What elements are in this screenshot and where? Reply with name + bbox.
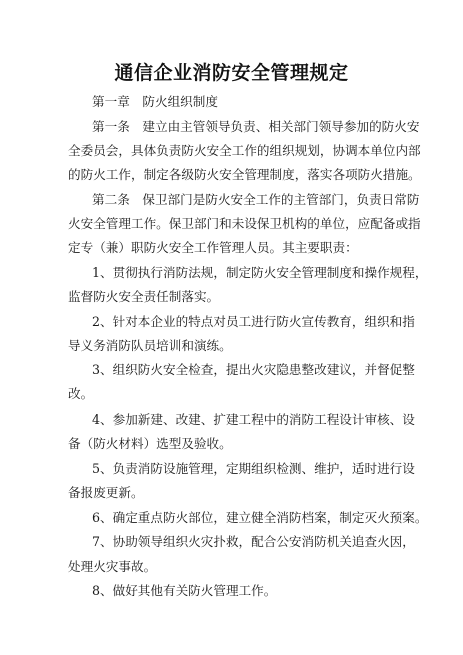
list-item-line: 3、组织防火安全检查，提出火灾隐患整改建议，并督促整 bbox=[92, 362, 415, 377]
list-item-line: 8、做好其他有关防火管理工作。 bbox=[92, 583, 277, 598]
chapter-heading: 第一章 防火组织制度 bbox=[92, 94, 218, 109]
list-item-line: 1、贯彻执行消防法规，制定防火安全管理制度和操作规程， bbox=[92, 265, 428, 280]
paragraph-line: 定专（兼）职防火安全工作管理人员。其主要职责： bbox=[68, 240, 358, 255]
list-item-line: 2、针对本企业的特点对员工进行防火宣传教育，组织和指 bbox=[92, 314, 415, 329]
list-item-line: 处理火灾事故。 bbox=[68, 559, 157, 574]
paragraph-line: 火安全管理工作。保卫部门和未设保卫机构的单位，应配备或指 bbox=[68, 216, 421, 231]
list-item-line: 改。 bbox=[68, 386, 94, 401]
list-item-line: 监督防火安全责任制落实。 bbox=[68, 289, 220, 304]
document-title: 通信企业消防安全管理规定 bbox=[114, 62, 349, 84]
paragraph-line: 第一条 建立由主管领导负责、相关部门领导参加的防火安 bbox=[92, 119, 420, 134]
list-item-line: 导义务消防队员培训和演练。 bbox=[68, 338, 232, 353]
list-item-line: 7、协助领导组织火灾扑救，配合公安消防机关追查火因， bbox=[92, 534, 415, 549]
paragraph-line: 全委员会，具体负责防火安全工作的组织规划，协调本单位内部 bbox=[68, 143, 421, 158]
paragraph-line: 第二条 保卫部门是防火安全工作的主管部门，负责日常防 bbox=[92, 192, 420, 207]
paragraph-line: 的防火工作，制定各级防火安全管理制度，落实各项防火措施。 bbox=[68, 167, 421, 182]
list-item-line: 5、负责消防设施管理，定期组织检测、维护，适时进行设 bbox=[92, 461, 415, 476]
list-item-line: 备报废更新。 bbox=[68, 485, 144, 500]
list-item-line: 4、参加新建、改建、扩建工程中的消防工程设计审核、设 bbox=[92, 412, 415, 427]
list-item-line: 备（防火材料）选型及验收。 bbox=[68, 436, 232, 451]
list-item-line: 6、确定重点防火部位，建立健全消防档案，制定灭火预案。 bbox=[92, 510, 428, 525]
